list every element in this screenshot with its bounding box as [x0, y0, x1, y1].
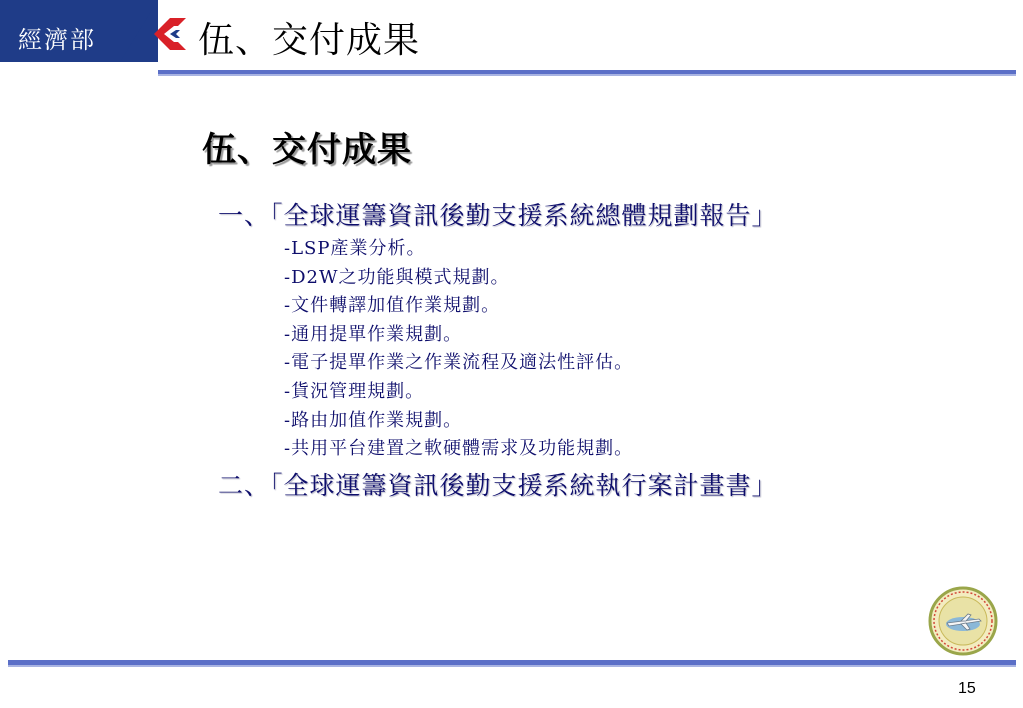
section-title: 伍、交付成果 — [202, 130, 412, 170]
header-divider — [158, 70, 1016, 76]
footer-divider — [8, 660, 1016, 667]
list-item: -路由加值作業規劃。 — [284, 409, 463, 431]
list-item: -文件轉譯加值作業規劃。 — [284, 295, 501, 317]
page-number: 15 — [958, 680, 976, 697]
deliverable-heading-1: 一、「全球運籌資訊後勤支援系統總體規劃報告」 — [218, 201, 778, 230]
ministry-name: 經濟部 — [18, 26, 96, 54]
ministry-logo-icon — [150, 14, 190, 54]
list-item: -貨況管理規劃。 — [284, 380, 425, 402]
list-item: -通用提單作業規劃。 — [284, 323, 463, 345]
project-seal-icon — [928, 586, 998, 656]
deliverable-heading-2: 二、「全球運籌資訊後勤支援系統執行案計畫書」 — [218, 471, 778, 500]
list-item: -LSP產業分析。 — [284, 238, 426, 259]
list-item: -D2W之功能與模式規劃。 — [284, 266, 510, 288]
list-item: -共用平台建置之軟硬體需求及功能規劃。 — [284, 438, 634, 460]
header-title: 伍、交付成果 — [198, 20, 421, 61]
list-item: -電子提單作業之作業流程及適法性評估。 — [284, 352, 634, 374]
deliverable-1-sublist — [284, 235, 633, 464]
